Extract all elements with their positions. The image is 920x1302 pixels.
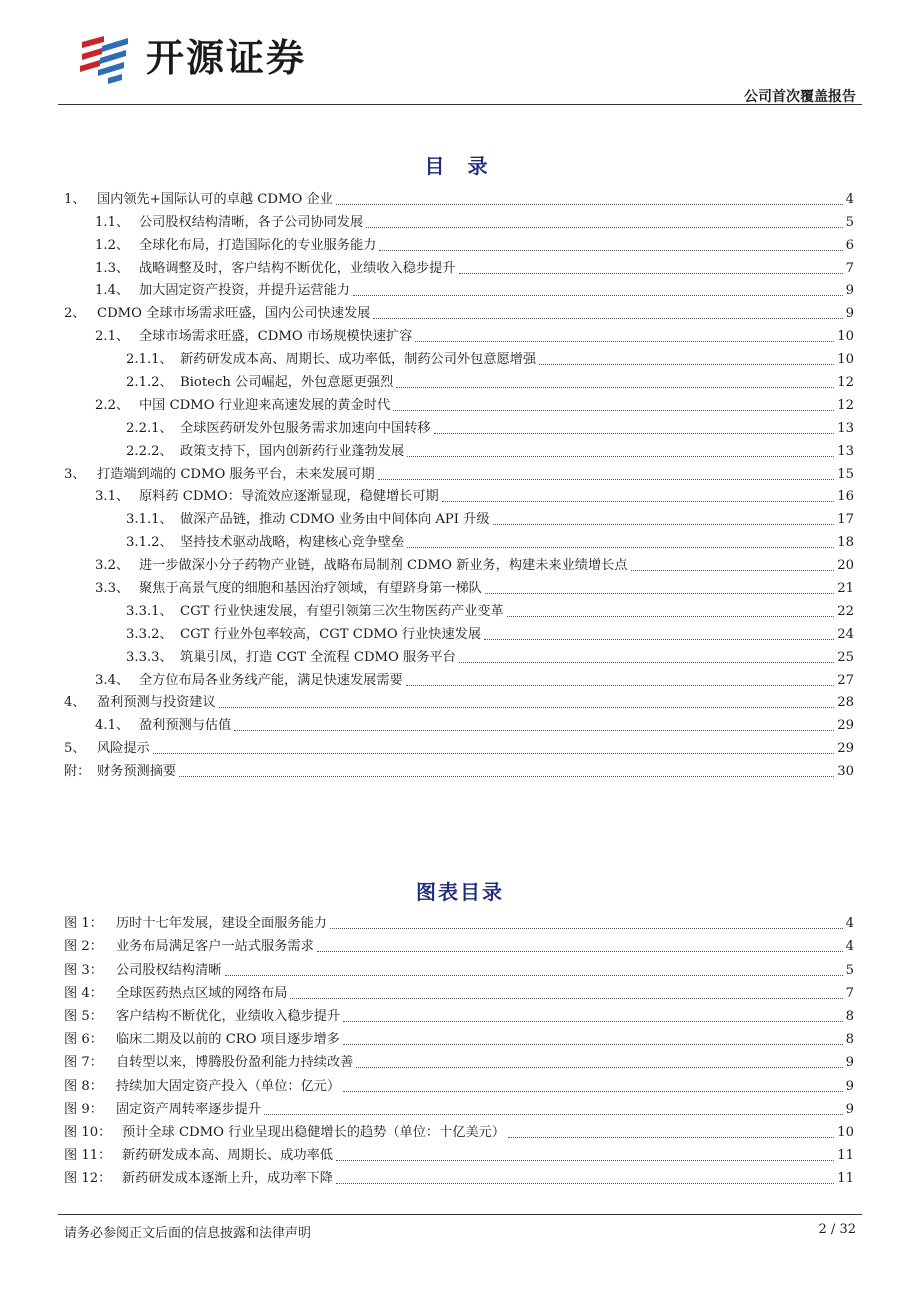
figure-text: 预计全球 CDMO 行业呈现出稳健增长的趋势（单位：十亿美元） <box>122 1124 506 1140</box>
toc-dot-leader <box>407 456 834 457</box>
figure-dot-leader <box>290 998 842 999</box>
figure-dot-leader <box>343 1021 842 1022</box>
toc-number: 2.2.1、 <box>126 420 173 436</box>
figure-entry[interactable] <box>64 1026 854 1049</box>
figure-number: 图 2： <box>64 939 103 955</box>
toc-entry[interactable] <box>64 598 854 621</box>
toc-dot-leader <box>336 204 843 205</box>
toc-dot-leader <box>442 501 834 502</box>
toc-entry[interactable] <box>64 186 854 209</box>
toc-entry[interactable] <box>64 712 854 735</box>
figure-page-number: 9 <box>845 1101 854 1117</box>
toc-dot-leader <box>393 410 834 411</box>
toc-number: 3、 <box>64 466 86 482</box>
figure-dot-leader <box>317 951 843 952</box>
toc-dot-leader <box>234 730 834 731</box>
toc-dot-leader <box>378 479 835 480</box>
toc-dot-leader <box>406 685 834 686</box>
toc-page-number: 29 <box>837 741 854 757</box>
toc-text: Biotech 公司崛起，外包意愿更强烈 <box>180 375 394 391</box>
toc-entry[interactable] <box>64 644 854 667</box>
toc-text: 做深产品链，推动 CDMO 业务由中间体向 API 升级 <box>180 512 490 528</box>
toc-text: 盈利预测与估值 <box>139 718 232 734</box>
figure-text: 客户结构不断优化，业绩收入稳步提升 <box>116 1008 341 1024</box>
toc-entry[interactable] <box>64 735 854 758</box>
toc-entry[interactable] <box>64 392 854 415</box>
toc-number: 4.1、 <box>95 718 130 734</box>
toc-text: 国内领先+国际认可的卓越 CDMO 企业 <box>97 191 333 207</box>
figure-list-title: 图表目录 <box>416 880 504 904</box>
toc-entry[interactable] <box>64 415 854 438</box>
toc-page-number: 13 <box>837 420 854 436</box>
toc-dot-leader <box>379 250 842 251</box>
toc-number: 1.3、 <box>95 260 130 276</box>
toc-text: 聚焦于高景气度的细胞和基因治疗领域，有望跻身第一梯队 <box>139 581 482 597</box>
toc-entry[interactable] <box>64 300 854 323</box>
toc-text: 政策支持下，国内创新药行业蓬勃发展 <box>180 443 405 459</box>
toc-page-number: 10 <box>837 329 854 345</box>
toc-entry[interactable] <box>64 369 854 392</box>
figure-page-number: 10 <box>837 1124 854 1140</box>
figure-page-number: 11 <box>837 1148 854 1164</box>
toc-text: 全球市场需求旺盛，CDMO 市场规模快速扩容 <box>139 329 413 345</box>
figure-entry[interactable] <box>64 933 854 956</box>
figure-page-number: 5 <box>845 962 854 978</box>
figure-page-number: 8 <box>845 1008 854 1024</box>
toc-entry[interactable] <box>64 255 854 278</box>
report-type: 公司首次覆盖报告 <box>744 89 856 105</box>
figure-page-number: 11 <box>837 1171 854 1187</box>
toc-entry[interactable] <box>64 621 854 644</box>
toc-text: 全球医药研发外包服务需求加速向中国转移 <box>180 420 431 436</box>
toc-page-number: 13 <box>837 443 854 459</box>
figure-page-number: 9 <box>845 1078 854 1094</box>
toc-number: 3.2、 <box>95 558 130 574</box>
toc-list <box>64 186 854 781</box>
toc-number: 3.3.1、 <box>126 603 173 619</box>
toc-text: 全球化布局，打造国际化的专业服务能力 <box>139 237 377 253</box>
toc-text: CDMO 全球市场需求旺盛，国内公司快速发展 <box>97 306 371 322</box>
footer-divider <box>58 1214 862 1215</box>
toc-entry[interactable] <box>64 506 854 529</box>
toc-dot-leader <box>484 639 834 640</box>
figure-entry[interactable] <box>64 1142 854 1165</box>
toc-text: 盈利预测与投资建议 <box>97 695 216 711</box>
figure-text: 持续加大固定资产投入（单位：亿元） <box>116 1078 341 1094</box>
toc-number: 1.1、 <box>95 214 130 230</box>
toc-number: 2.2.2、 <box>126 443 173 459</box>
figure-number: 图 8： <box>64 1078 103 1094</box>
toc-page-number: 29 <box>837 718 854 734</box>
figure-number: 图 6： <box>64 1032 103 1048</box>
toc-number: 2.2、 <box>95 397 130 413</box>
toc-number: 5、 <box>64 741 86 757</box>
toc-dot-leader <box>459 662 834 663</box>
toc-entry[interactable] <box>64 438 854 461</box>
figure-text: 新药研发成本逐渐上升，成功率下降 <box>122 1171 333 1187</box>
toc-number: 3.3.3、 <box>126 649 173 665</box>
toc-entry[interactable] <box>64 667 854 690</box>
toc-number: 3.3、 <box>95 581 130 597</box>
figure-page-number: 8 <box>845 1032 854 1048</box>
toc-dot-leader <box>373 318 842 319</box>
toc-page-number: 9 <box>845 306 854 322</box>
figure-text: 固定资产周转率逐步提升 <box>116 1101 262 1117</box>
figure-number: 图 5： <box>64 1008 103 1024</box>
figure-entry[interactable] <box>64 956 854 979</box>
figure-page-number: 4 <box>845 939 854 955</box>
figure-number: 图 4： <box>64 985 103 1001</box>
toc-text: 公司股权结构清晰，各子公司协同发展 <box>139 214 364 230</box>
figure-text: 业务布局满足客户一站式服务需求 <box>116 939 314 955</box>
toc-dot-leader <box>366 227 842 228</box>
toc-number: 2.1、 <box>95 329 130 345</box>
toc-dot-leader <box>179 776 834 777</box>
figure-dot-leader <box>508 1137 834 1138</box>
toc-text: 财务预测摘要 <box>97 764 177 780</box>
toc-text: 加大固定资产投资，并提升运营能力 <box>139 283 350 299</box>
figure-text: 临床二期及以前的 CRO 项目逐步增多 <box>116 1032 340 1048</box>
toc-number: 3.1.2、 <box>126 535 173 551</box>
toc-dot-leader <box>507 616 834 617</box>
toc-page-number: 17 <box>837 512 854 528</box>
figure-entry[interactable] <box>64 1096 854 1119</box>
toc-dot-leader <box>631 570 835 571</box>
figure-dot-leader <box>336 1160 834 1161</box>
figure-entry[interactable] <box>64 1049 854 1072</box>
toc-page-number: 21 <box>837 581 854 597</box>
toc-text: 进一步做深小分子药物产业链，战略布局制剂 CDMO 新业务，构建未来业绩增长点 <box>139 558 628 574</box>
page-header <box>0 0 920 104</box>
toc-dot-leader <box>434 433 835 434</box>
toc-page-number: 28 <box>837 695 854 711</box>
toc-entry[interactable] <box>64 461 854 484</box>
toc-number: 2.1.1、 <box>126 352 173 368</box>
figure-number: 图 7： <box>64 1055 103 1071</box>
toc-dot-leader <box>493 524 835 525</box>
figure-dot-leader <box>330 928 843 929</box>
toc-page-number: 6 <box>845 237 854 253</box>
toc-number: 2、 <box>64 306 86 322</box>
figure-number: 图 10： <box>64 1124 112 1140</box>
toc-dot-leader <box>415 341 834 342</box>
toc-dot-leader <box>153 753 834 754</box>
toc-text: 中国 CDMO 行业迎来高速发展的黄金时代 <box>139 397 391 413</box>
figure-number: 图 11： <box>64 1148 112 1164</box>
toc-number: 3.1、 <box>95 489 130 505</box>
toc-dot-leader <box>459 273 843 274</box>
toc-dot-leader <box>407 547 834 548</box>
figure-number: 图 9： <box>64 1101 103 1117</box>
figure-entry[interactable] <box>64 1072 854 1095</box>
toc-page-number: 9 <box>845 283 854 299</box>
toc-page-number: 4 <box>845 191 854 207</box>
toc-text: 风险提示 <box>97 741 150 757</box>
toc-page-number: 20 <box>837 558 854 574</box>
figure-dot-leader <box>336 1183 834 1184</box>
figure-entry[interactable] <box>64 980 854 1003</box>
header-divider <box>58 104 862 105</box>
figure-dot-leader <box>343 1044 843 1045</box>
figure-number: 图 12： <box>64 1171 112 1187</box>
toc-text: 原料药 CDMO：导流效应逐渐显现，稳健增长可期 <box>139 489 439 505</box>
figure-dot-leader <box>225 975 843 976</box>
toc-entry[interactable] <box>64 758 854 781</box>
figure-list <box>64 910 854 1188</box>
toc-entry[interactable] <box>64 232 854 255</box>
toc-entry[interactable] <box>64 278 854 301</box>
toc-page-number: 7 <box>845 260 854 276</box>
toc-entry[interactable] <box>64 575 854 598</box>
toc-page-number: 16 <box>837 489 854 505</box>
toc-text: 打造端到端的 CDMO 服务平台，未来发展可期 <box>97 466 375 482</box>
toc-entry[interactable] <box>64 484 854 507</box>
figure-text: 公司股权结构清晰 <box>116 962 222 978</box>
toc-entry[interactable] <box>64 690 854 713</box>
figure-entry[interactable] <box>64 1165 854 1188</box>
toc-text: 战略调整及时，客户结构不断优化，业绩收入稳步提升 <box>139 260 456 276</box>
toc-page-number: 22 <box>837 603 854 619</box>
toc-text: 筑巢引凤，打造 CGT 全流程 CDMO 服务平台 <box>180 649 456 665</box>
toc-title: 目 录 <box>424 154 496 178</box>
toc-dot-leader <box>539 364 834 365</box>
toc-page-number: 27 <box>837 672 854 688</box>
toc-text: 新药研发成本高、周期长、成功率低，制药公司外包意愿增强 <box>180 352 537 368</box>
toc-number: 1.4、 <box>95 283 130 299</box>
toc-entry[interactable] <box>64 346 854 369</box>
toc-number: 3.3.2、 <box>126 626 173 642</box>
toc-entry[interactable] <box>64 323 854 346</box>
figure-dot-leader <box>264 1114 843 1115</box>
toc-entry[interactable] <box>64 552 854 575</box>
toc-dot-leader <box>353 295 843 296</box>
toc-page-number: 12 <box>837 375 854 391</box>
toc-text: 全方位布局各业务线产能，满足快速发展需要 <box>139 672 403 688</box>
figure-text: 全球医药热点区域的网络布局 <box>116 985 288 1001</box>
footer-disclaimer: 请务必参阅正文后面的信息披露和法律声明 <box>64 1226 312 1241</box>
toc-page-number: 15 <box>837 466 854 482</box>
figure-dot-leader <box>356 1067 842 1068</box>
brand-name: 开源证券 <box>146 36 307 80</box>
figure-number: 图 3： <box>64 962 103 978</box>
toc-number: 3.1.1、 <box>126 512 173 528</box>
toc-dot-leader <box>219 707 835 708</box>
figure-text: 自转型以来，博腾股份盈利能力持续改善 <box>116 1055 354 1071</box>
figure-dot-leader <box>343 1091 842 1092</box>
toc-text: CGT 行业外包率较高，CGT CDMO 行业快速发展 <box>180 626 482 642</box>
toc-page-number: 12 <box>837 397 854 413</box>
toc-page-number: 18 <box>837 535 854 551</box>
figure-page-number: 9 <box>845 1055 854 1071</box>
figure-page-number: 7 <box>845 985 854 1001</box>
toc-dot-leader <box>396 387 834 388</box>
toc-dot-leader <box>485 593 834 594</box>
figure-entry[interactable] <box>64 910 854 933</box>
figure-entry[interactable] <box>64 1003 854 1026</box>
figure-number: 图 1： <box>64 916 103 932</box>
toc-page-number: 30 <box>837 764 854 780</box>
figure-page-number: 4 <box>845 916 854 932</box>
brand-logo <box>78 30 306 86</box>
toc-text: 坚持技术驱动战略，构建核心竞争壁垒 <box>180 535 405 551</box>
toc-number: 1、 <box>64 191 86 207</box>
page-indicator: 2 / 32 <box>818 1222 856 1237</box>
brand-logo-icon <box>78 32 134 84</box>
toc-number: 附： <box>64 764 91 780</box>
toc-page-number: 24 <box>837 626 854 642</box>
toc-number: 1.2、 <box>95 237 130 253</box>
figure-text: 历时十七年发展，建设全面服务能力 <box>116 916 327 932</box>
toc-page-number: 25 <box>837 649 854 665</box>
toc-number: 3.4、 <box>95 672 130 688</box>
toc-number: 4、 <box>64 695 86 711</box>
toc-page-number: 10 <box>837 352 854 368</box>
toc-text: CGT 行业快速发展，有望引领第三次生物医药产业变革 <box>180 603 504 619</box>
toc-page-number: 5 <box>845 214 854 230</box>
toc-entry[interactable] <box>64 529 854 552</box>
figure-entry[interactable] <box>64 1119 854 1142</box>
figure-text: 新药研发成本高、周期长、成功率低 <box>122 1148 333 1164</box>
toc-number: 2.1.2、 <box>126 375 173 391</box>
toc-entry[interactable] <box>64 209 854 232</box>
